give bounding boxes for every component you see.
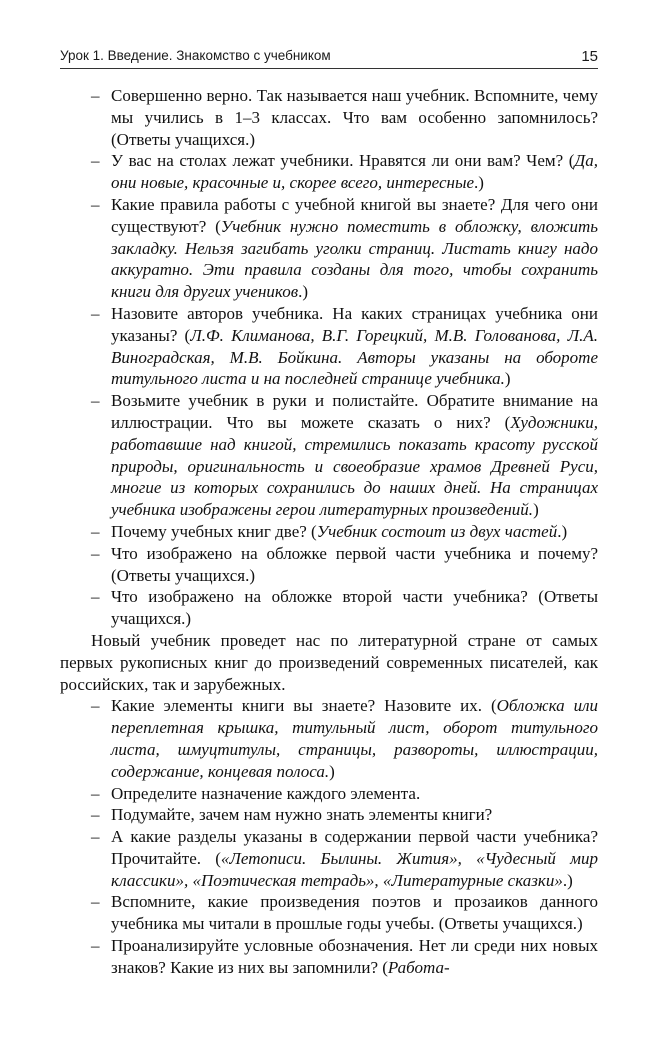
- dialog-item: – Возьмите учебник в руки и полистайте. Обратите внимание на иллюстрации. Что вы можете сказать о них? (Художники, работавшие над книгой, стремились показать красоту русской природы, оригинальность и своеобразие храмов Древней Руси, многие из которых сохранились до наших дней. На страницах учебника изображены герои литературных произведений.): [91, 391, 598, 520]
- dialog-item: – А какие разделы указаны в содержании первой части учебника? Прочитайте. («Летописи. Былины. Жития», «Чудесный мир классики», «Поэтическая тетрадь», «Литературные сказки».): [91, 827, 598, 890]
- dialog-item: – Определите назначение каждого элемента.: [91, 783, 421, 803]
- dialog-item: – Назовите авторов учебника. На каких страницах учебника они указаны? (Л.Ф. Климанова, В.Г. Горецкий, М.В. Голованова, Л.А. Виноградская, М.В. Бойкина. Авторы указаны на обороте титульного листа и на последней странице учебника.): [91, 303, 598, 389]
- dialog-item: – Совершенно верно. Так называется наш учебник. Вспомните, чему мы учились в 1–3 классах. Что вам особенно запомнилось? (Ответы учащихся.): [91, 86, 598, 149]
- header-title: Урок 1. Введение. Знакомство с учебником: [60, 48, 331, 63]
- dialog-item: – Какие правила работы с учебной книгой вы знаете? Для чего они существуют? (Учебник нужно поместить в обложку, вложить закладку. Нельзя загибать уголки страниц. Листать книгу надо аккуратно. Эти правила созданы для того, чтобы сохранить книги для других учеников.): [91, 194, 598, 302]
- dialog-item: – Что изображено на обложке второй части учебника? (Ответы учащихся.): [91, 587, 598, 629]
- header-rule: [60, 68, 598, 69]
- page-number: 15: [581, 48, 598, 65]
- dialog-item: – Что изображено на обложке первой части учебника и почему? (Ответы учащихся.): [91, 543, 598, 585]
- dialog-item: – Вспомните, какие произведения поэтов и прозаиков данного учебника мы читали в прошлые годы учебы. (Ответы учащихся.): [91, 892, 598, 934]
- dialog-item: – Какие элементы книги вы знаете? Назовите их. (Обложка или переплетная крышка, титульный лист, оборот титульного листа, шмуцтитулы, страницы, развороты, иллюстрации, содержание, концевая полоса.): [91, 696, 598, 781]
- dialog-item: – Почему учебных книг две? (Учебник состоит из двух частей.): [91, 521, 568, 541]
- running-header: [60, 48, 598, 70]
- body-text: [60, 85, 598, 979]
- narrative-paragraph: Новый учебник проведет нас по литературной стране от самых первых рукописных книг до произведений современных писателей, как российских, так и зарубежных.: [60, 630, 598, 694]
- dialog-item: – Подумайте, зачем нам нужно знать элементы книги?: [91, 805, 493, 825]
- dialog-item: – У вас на столах лежат учебники. Нравятся ли они вам? Чем? (Да, они новые, красочные и, скорее всего, интересные.): [91, 151, 598, 193]
- dialog-item: – Проанализируйте условные обозначения. Нет ли среди них новых знаков? Какие из них вы запомнили? (Работа-: [91, 936, 598, 977]
